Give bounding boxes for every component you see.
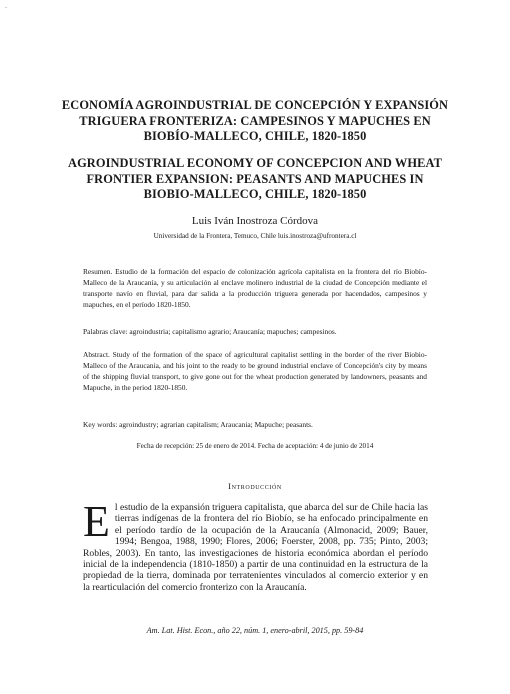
reception-dates: Fecha de recepción: 25 de enero de 2014. Fecha de aceptación: 4 de junio de 2014 <box>136 442 374 450</box>
title-spanish: ECONOMÍA AGROINDUSTRIAL DE CONCEPCIÓN Y EXPANSIÓN TRIGUERA FRONTERIZA: CAMPESINOS Y MAPUCHES EN BIOBÍO-MALLECO, CHILE, 1820-1850 <box>61 98 449 143</box>
body-text: l estudio de la expansión triguera capitalista, que abarca del sur de Chile hacia las tierras indígenas de la frontera del río Biobío, se ha enfocado principalmente en el período tardío de la ocupación de la Araucanía (Almonacid, 2009; Bauer, 1994; Bengoa, 1988, 1990; Flores, 2006; Foerster, 2008, pp. 735; Pinto, 2003; Robles, 2003). En tanto, las investigaciones de historia económica abordan el período inicial de la independencia (1810-1850) a partir de una continuidad en la estructura de la propiedad de la tierra, dominada por terratenientes vinculados al comercio exterior y en la rearticulación del comercio fronterizo con la Araucanía. <box>83 502 428 593</box>
journal-footer: Am. Lat. Hist. Econ., año 22, núm. 1, enero-abril, 2015, pp. 59-84 <box>146 626 364 635</box>
drop-cap: E <box>83 497 110 546</box>
corner-mark: - <box>5 4 8 11</box>
key-words <box>83 419 427 430</box>
abstract-lead: Abstract. <box>83 350 110 359</box>
keywords-lead: Key words: <box>83 420 118 429</box>
palabras-text: agroindustria; capitalismo agrario; Araucanía; mapuches; campesinos. <box>127 327 337 336</box>
resumen-lead: Resumen. <box>83 267 113 276</box>
abstract-text: Study of the formation of the space of agricultural capitalist settling in the border of the river Biobio-Malleco of the Araucania, and his joint to the ready to be ground industrial enclave of Concepción's city by means of the shipping fluvial transport, to give gone out for the wheat production generated by landowners, peasants and Mapuche, in the period 1820-1850. <box>83 350 427 393</box>
resumen-paragraph <box>83 266 427 310</box>
keywords-text: agroindustry; agrarian capitalism; Araucania; Mapuche; peasants. <box>117 420 313 429</box>
body-paragraph <box>83 497 428 593</box>
palabras-lead: Palabras clave: <box>83 327 128 336</box>
palabras-clave <box>83 326 427 337</box>
author-affiliation: Universidad de la Frontera, Temuco, Chile luis.inostroza@ufrontera.cl <box>153 232 357 240</box>
resumen-text: Estudio de la formación del espacio de colonización agrícola capitalista en la frontera del río Biobío-Malleco de la Araucanía, y su articulación al enclave molinero industrial de la ciudad de Concepción mediante el transporte navío en fluvial, para dar salida a la producción triguera generada por hacendados, campesinos y mapuches, en el período 1820-1850. <box>83 267 427 310</box>
title-english: AGROINDUSTRIAL ECONOMY OF CONCEPCION AND WHEAT FRONTIER EXPANSION: PEASANTS AND MAPUCHES IN BIOBIO-MALLECO, CHILE, 1820-1850 <box>68 156 442 201</box>
author-name: Luis Iván Inostroza Córdova <box>191 215 319 227</box>
abstract-paragraph <box>83 349 427 393</box>
section-heading: Introducción <box>228 481 282 491</box>
